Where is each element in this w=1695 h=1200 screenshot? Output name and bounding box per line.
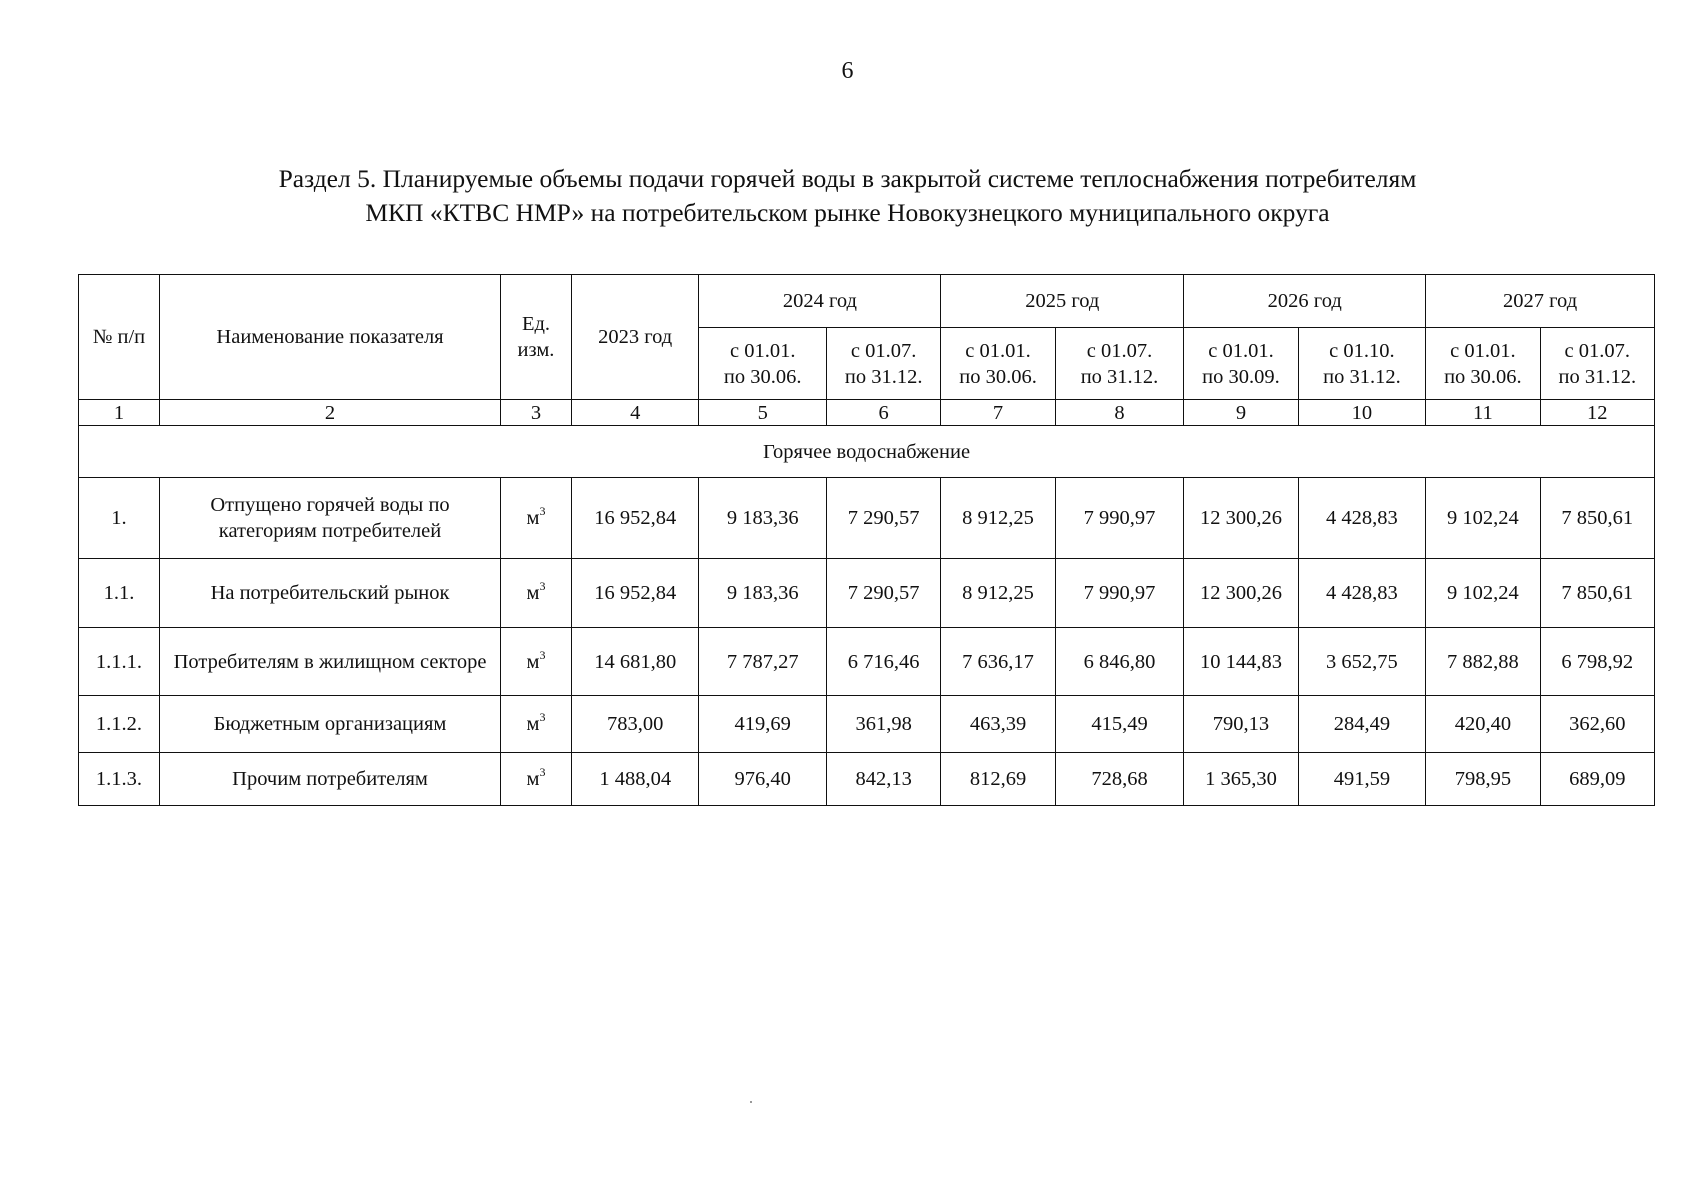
row-value: 14 681,80 (571, 628, 699, 696)
scan-speck (750, 1101, 752, 1103)
row-value: 7 290,57 (826, 478, 940, 559)
table-row (79, 628, 1655, 696)
row-value: 1 365,30 (1184, 753, 1298, 806)
header-year-2027: 2027 год (1426, 275, 1655, 328)
row-name: Отпущено горячей воды по категориям потребителей (159, 478, 500, 559)
column-number-row (79, 400, 1655, 426)
row-value: 4 428,83 (1298, 559, 1426, 628)
column-number: 8 (1055, 400, 1184, 426)
header-year-2023: 2023 год (571, 275, 699, 400)
row-value: 7 850,61 (1540, 559, 1654, 628)
row-value: 7 636,17 (941, 628, 1055, 696)
row-unit: $м^3$ (501, 628, 572, 696)
header-year-2026: 2026 год (1184, 275, 1426, 328)
row-value: 7 787,27 (699, 628, 827, 696)
row-value: 783,00 (571, 696, 699, 753)
column-number: 6 (826, 400, 940, 426)
row-value: 689,09 (1540, 753, 1654, 806)
row-name: Прочим потребителям (159, 753, 500, 806)
row-value: 812,69 (941, 753, 1055, 806)
row-value: 6 846,80 (1055, 628, 1184, 696)
row-value: 798,95 (1426, 753, 1540, 806)
header-period: с 01.01. по 30.06. (1426, 328, 1540, 400)
row-value: 361,98 (826, 696, 940, 753)
row-value: 9 183,36 (699, 478, 827, 559)
row-unit: $м^3$ (501, 696, 572, 753)
row-value: 728,68 (1055, 753, 1184, 806)
row-value: 3 652,75 (1298, 628, 1426, 696)
row-value: 7 290,57 (826, 559, 940, 628)
column-number: 3 (501, 400, 572, 426)
row-value: 415,49 (1055, 696, 1184, 753)
row-value: 4 428,83 (1298, 478, 1426, 559)
row-num: 1. (79, 478, 160, 559)
row-name: Бюджетным организациям (159, 696, 500, 753)
row-num: 1.1.3. (79, 753, 160, 806)
row-value: 16 952,84 (571, 559, 699, 628)
row-value: 8 912,25 (941, 478, 1055, 559)
header-period: с 01.01. по 30.06. (699, 328, 827, 400)
row-value: 7 990,97 (1055, 478, 1184, 559)
row-value: 790,13 (1184, 696, 1298, 753)
document-title (180, 162, 1515, 230)
table-row (79, 559, 1655, 628)
header-period: с 01.07. по 31.12. (1540, 328, 1654, 400)
row-unit: $м^3$ (501, 753, 572, 806)
row-value: 284,49 (1298, 696, 1426, 753)
row-value: 6 716,46 (826, 628, 940, 696)
column-number: 10 (1298, 400, 1426, 426)
table-row (79, 478, 1655, 559)
header-year-2025: 2025 год (941, 275, 1184, 328)
column-number: 1 (79, 400, 160, 426)
row-name: На потребительский рынок (159, 559, 500, 628)
row-num: 1.1.1. (79, 628, 160, 696)
row-value: 362,60 (1540, 696, 1654, 753)
row-unit: $м^3$ (501, 559, 572, 628)
row-value: 9 183,36 (699, 559, 827, 628)
table-row (79, 696, 1655, 753)
section-row (79, 426, 1655, 478)
row-value: 976,40 (699, 753, 827, 806)
title-line-2: МКП «КТВС НМР» на потребительском рынке Новокузнецкого муниципального округа (365, 198, 1330, 227)
column-number: 12 (1540, 400, 1654, 426)
row-value: 9 102,24 (1426, 478, 1540, 559)
header-num: № п/п (79, 275, 160, 400)
header-name: Наименование показателя (159, 275, 500, 400)
header-period: с 01.01. по 30.06. (941, 328, 1055, 400)
column-number: 4 (571, 400, 699, 426)
row-value: 420,40 (1426, 696, 1540, 753)
header-unit: Ед. изм. (501, 275, 572, 400)
row-value: 419,69 (699, 696, 827, 753)
header-row-years (79, 275, 1655, 328)
header-period: с 01.01. по 30.09. (1184, 328, 1298, 400)
row-num: 1.1.2. (79, 696, 160, 753)
header-period: с 01.07. по 31.12. (1055, 328, 1184, 400)
row-value: 8 912,25 (941, 559, 1055, 628)
row-value: 7 882,88 (1426, 628, 1540, 696)
row-value: 9 102,24 (1426, 559, 1540, 628)
page-number: 6 (841, 58, 854, 84)
header-year-2024: 2024 год (699, 275, 941, 328)
column-number: 7 (941, 400, 1055, 426)
row-num: 1.1. (79, 559, 160, 628)
row-unit: $м^3$ (501, 478, 572, 559)
row-value: 7 990,97 (1055, 559, 1184, 628)
row-value: 12 300,26 (1184, 559, 1298, 628)
row-value: 16 952,84 (571, 478, 699, 559)
section-label: Горячее водоснабжение (79, 426, 1655, 478)
title-line-1: Раздел 5. Планируемые объемы подачи горячей воды в закрытой системе теплоснабжения потребителям (278, 164, 1417, 193)
row-name: Потребителям в жилищном секторе (159, 628, 500, 696)
column-number: 11 (1426, 400, 1540, 426)
row-value: 491,59 (1298, 753, 1426, 806)
column-number: 9 (1184, 400, 1298, 426)
row-value: 7 850,61 (1540, 478, 1654, 559)
header-period: с 01.07. по 31.12. (826, 328, 940, 400)
row-value: 1 488,04 (571, 753, 699, 806)
row-value: 463,39 (941, 696, 1055, 753)
row-value: 10 144,83 (1184, 628, 1298, 696)
column-number: 5 (699, 400, 827, 426)
header-period: с 01.10. по 31.12. (1298, 328, 1426, 400)
table-row (79, 753, 1655, 806)
hot-water-volume-table (78, 274, 1655, 806)
row-value: 12 300,26 (1184, 478, 1298, 559)
column-number: 2 (159, 400, 500, 426)
row-value: 6 798,92 (1540, 628, 1654, 696)
row-value: 842,13 (826, 753, 940, 806)
